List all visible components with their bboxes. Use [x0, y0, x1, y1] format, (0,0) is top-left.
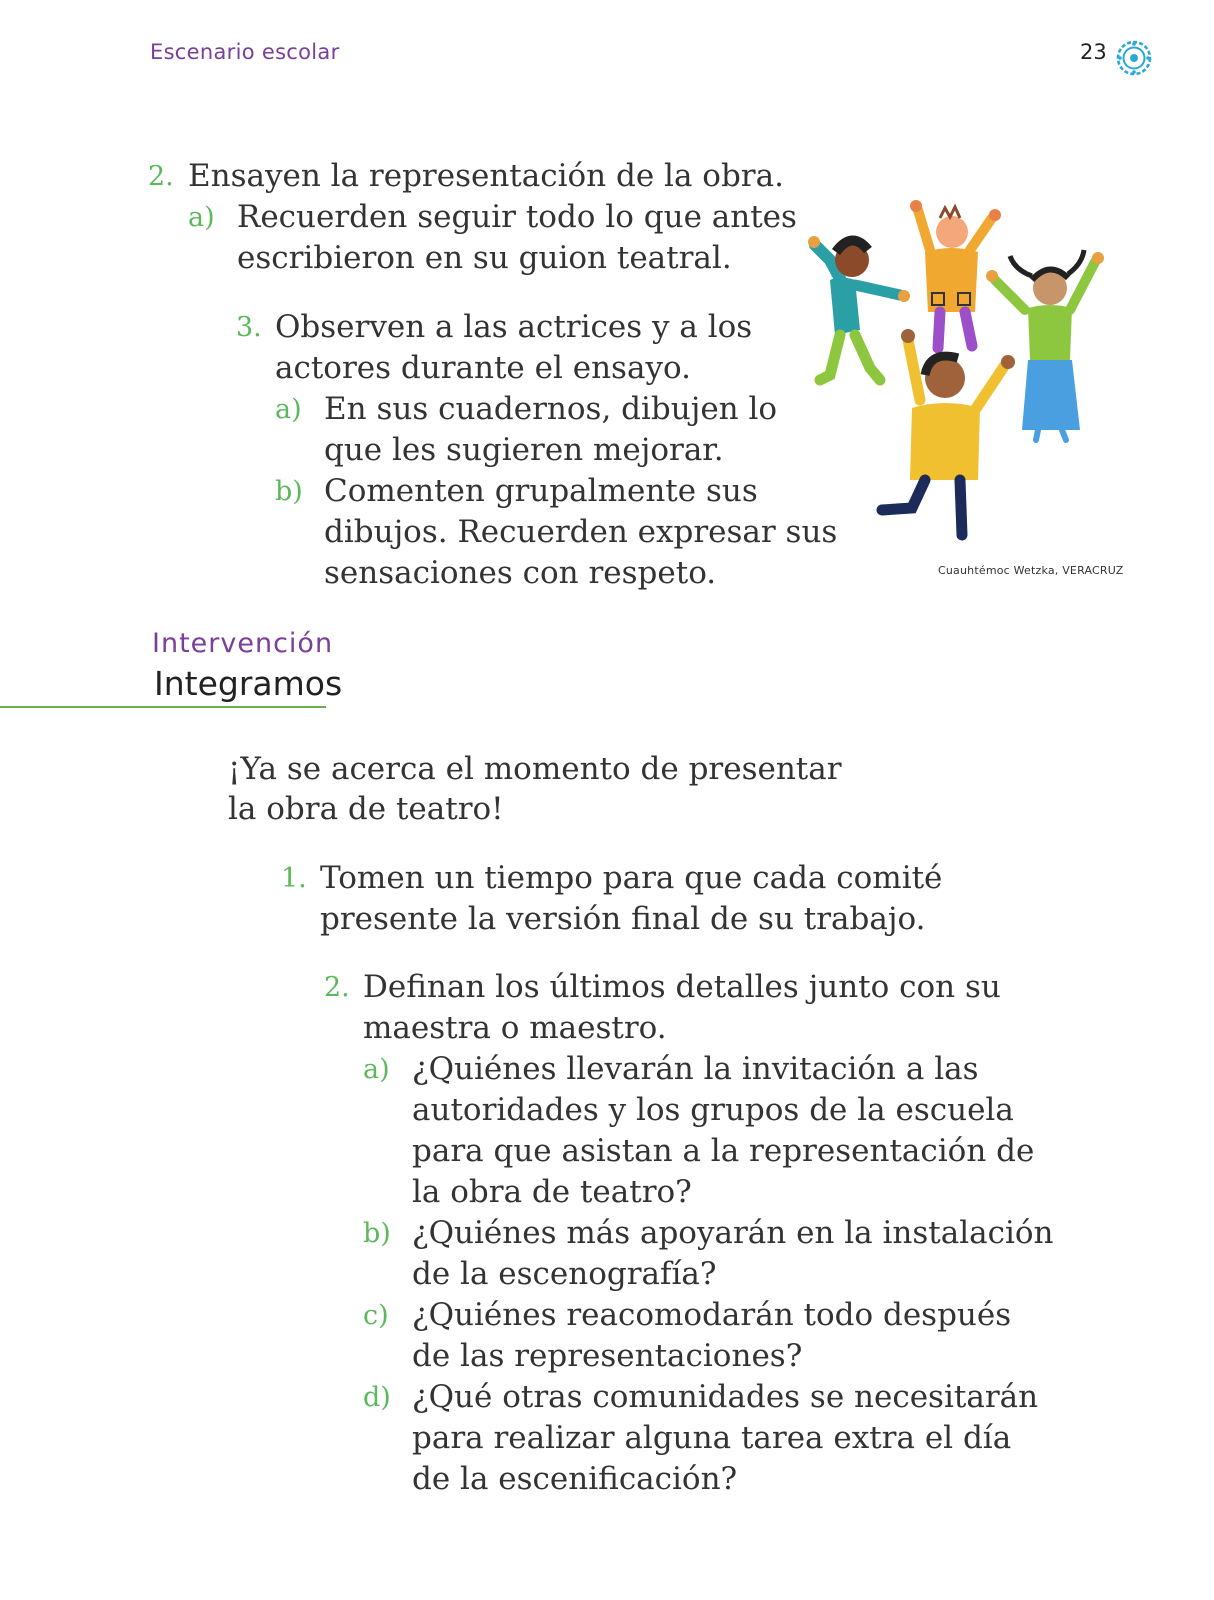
instruction-text: Definan los últimos detalles junto con su	[363, 969, 1001, 1005]
illustration-credit: Cuauhtémoc Wetzka, VERACRUZ	[938, 564, 1124, 577]
dancing-children-illustration	[800, 190, 1120, 560]
list-marker: 2.	[148, 161, 174, 192]
instruction-text: actores durante el ensayo.	[275, 350, 691, 386]
instruction-text: maestra o maestro.	[363, 1010, 667, 1046]
child-figure	[986, 250, 1104, 440]
instruction-text: ¿Quiénes más apoyarán en la instalación	[412, 1215, 1054, 1251]
instruction-text: ¿Qué otras comunidades se necesitarán	[412, 1379, 1039, 1415]
instruction-text: Tomen un tiempo para que cada comité	[320, 860, 943, 896]
instruction-text: dibujos. Recuerden expresar sus	[324, 514, 838, 550]
list-marker: b)	[363, 1218, 391, 1249]
instruction-text: sensaciones con respeto.	[324, 555, 717, 591]
instruction-text: que les sugieren mejorar.	[324, 432, 724, 468]
instruction-text: ¿Quiénes llevarán la invitación a las	[412, 1051, 979, 1087]
instruction-text: de la escenografía?	[412, 1256, 717, 1292]
instruction-text: escribieron en su guion teatral.	[237, 240, 732, 276]
instruction-text: Ensayen la representación de la obra.	[188, 158, 784, 194]
instruction-text: autoridades y los grupos de la escuela	[412, 1092, 1014, 1128]
list-marker: 1.	[281, 863, 307, 894]
instruction-text: Observen a las actrices y a los	[275, 309, 753, 345]
list-marker: c)	[363, 1300, 389, 1331]
list-marker: 3.	[236, 312, 262, 343]
list-marker: a)	[188, 202, 215, 233]
section-divider	[0, 706, 326, 708]
instruction-text: para realizar alguna tarea extra el día	[412, 1420, 1012, 1456]
page-number: 23	[1080, 40, 1107, 64]
emblem-icon	[1114, 38, 1154, 78]
instruction-text: de la escenificación?	[412, 1461, 738, 1497]
child-figure	[808, 236, 910, 380]
list-marker: d)	[363, 1382, 391, 1413]
list-marker: 2.	[324, 972, 350, 1003]
instruction-text: la obra de teatro?	[412, 1174, 692, 1210]
child-figure	[882, 329, 1015, 535]
instruction-text: para que asistan a la representación de	[412, 1133, 1035, 1169]
instruction-text: Recuerden seguir todo lo que antes	[237, 199, 797, 235]
intro-text: ¡Ya se acerca el momento de presentar	[228, 751, 842, 787]
instruction-text: En sus cuadernos, dibujen lo	[324, 391, 778, 427]
instruction-text: de las representaciones?	[412, 1338, 803, 1374]
running-header: Escenario escolar	[150, 40, 340, 64]
instruction-text: ¿Quiénes reacomodarán todo después	[412, 1297, 1012, 1333]
section-label: Intervención	[152, 628, 334, 659]
list-marker: a)	[275, 394, 302, 425]
intro-text: la obra de teatro!	[228, 791, 504, 827]
list-marker: a)	[363, 1054, 390, 1085]
section-title: Integramos	[154, 664, 343, 703]
instruction-text: presente la versión final de su trabajo.	[320, 901, 926, 937]
instruction-text: Comenten grupalmente sus	[324, 473, 758, 509]
list-marker: b)	[275, 476, 303, 507]
